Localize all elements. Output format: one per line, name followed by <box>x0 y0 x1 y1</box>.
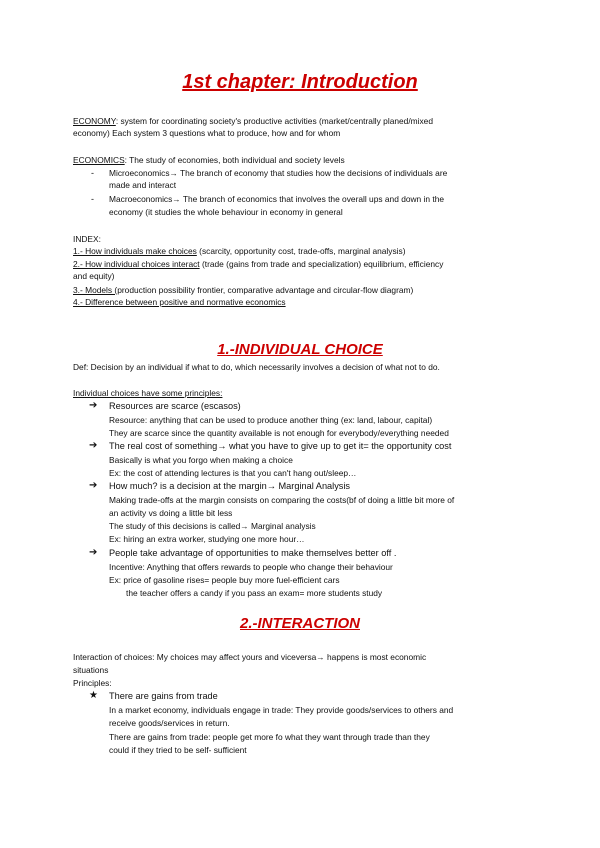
section1-definition: Def: Decision by an individual if what to do, which necessarily involves a decision of what not to do. <box>73 362 440 372</box>
section1-principles-heading: Individual choices have some principles: <box>73 388 223 398</box>
principle-4-c: the teacher offers a candy if you pass an exam= more students study <box>126 588 383 598</box>
index-item-3-text: production possibility frontier, comparative advantage and circular-flow diagram) <box>117 285 414 295</box>
principle-1-b: They are scarce since the quantity available is not enough for everybody/everything needed <box>109 428 449 438</box>
star-bullet-icon: ★ <box>89 690 98 701</box>
section2-principle-1: There are gains from trade <box>109 691 218 701</box>
index-link-1[interactable]: 1.- How individuals make choices <box>73 246 197 256</box>
index-item-2 <box>73 258 443 271</box>
micro-line-2: made and interact <box>109 180 177 190</box>
index-item-1-text: (scarcity, opportunity cost, trade-offs, marginal analysis) <box>196 246 406 256</box>
principle-3-c: The study of this decisions is called→ Marginal analysis <box>109 521 316 531</box>
economics-definition-line <box>73 154 345 167</box>
economics-definition: : The study of economies, both individual and society levels <box>124 155 345 165</box>
index-item-1 <box>73 245 406 258</box>
index-link-3[interactable]: 3.- Models ( <box>73 285 118 295</box>
index-item-2-text: (trade (gains from trade and specialization) equilibrium, efficiency <box>199 259 444 269</box>
economy-definition: : system for coordinating society's productive activities (market/centrally planed/mixed <box>115 116 433 126</box>
index-item-2-cont: and equity) <box>73 271 115 281</box>
principle-3-a: Making trade-offs at the margin consists on comparing the costs(bf of doing a little bit more of <box>109 495 455 505</box>
macro-line-1: Macroeconomics→ The branch of economics that involves the overall ups and down in the <box>109 194 445 204</box>
principle-3: How much? is a decision at the margin→ Marginal Analysis <box>109 481 351 491</box>
principle-1: Resources are scarce (escasos) <box>109 401 241 411</box>
economy-definition-cont: economy) Each system 3 questions what to produce, how and for whom <box>73 128 341 138</box>
index-item-3 <box>73 284 413 297</box>
index-link-4[interactable]: 4.- Difference between positive and normative economics <box>73 297 286 307</box>
index-item-4 <box>73 296 286 309</box>
economy-term: ECONOMY <box>73 116 116 126</box>
principle-4-a: Incentive: Anything that offers rewards to people who change their behaviour <box>109 562 393 572</box>
principle-4-b: Ex: price of gasoline rises= people buy more fuel-efficient cars <box>109 575 340 585</box>
dash-bullet: - <box>91 168 94 178</box>
arrow-bullet-icon: ➔ <box>89 440 98 451</box>
section2-title: 2.-INTERACTION <box>240 615 360 632</box>
section1-title: 1.-INDIVIDUAL CHOICE <box>217 341 383 358</box>
principle-2-a: Basically is what you forgo when making a choice <box>109 455 293 465</box>
arrow-bullet-icon: ➔ <box>89 547 98 558</box>
economy-definition-line <box>73 115 433 128</box>
principle-3-b: an activity vs doing a little bit less <box>109 508 233 518</box>
micro-line-1: Microeconomics→ The branch of economy that studies how the decisions of individuals are <box>109 168 448 178</box>
dash-bullet: - <box>91 194 94 204</box>
section2-principle-1-c: There are gains from trade: people get more fo what they want through trade than they <box>109 732 430 742</box>
section2-principle-1-d: could if they tried to be self- sufficient <box>109 745 247 755</box>
arrow-bullet-icon: ➔ <box>89 480 98 491</box>
economics-term: ECONOMICS <box>73 155 125 165</box>
section2-intro-2: situations <box>73 665 109 675</box>
principle-2: The real cost of something→ what you have to give up to get it= the opportunity cost <box>109 441 452 451</box>
index-link-2[interactable]: 2.- How individual choices interact <box>73 259 200 269</box>
principle-1-a: Resource: anything that can be used to produce another thing (ex: land, labour, capital) <box>109 415 433 425</box>
arrow-bullet-icon: ➔ <box>89 400 98 411</box>
index-heading: INDEX: <box>73 234 101 244</box>
page-title: 1st chapter: Introduction <box>182 71 418 93</box>
macro-line-2: economy (it studies the whole behaviour in economy in general <box>109 207 343 217</box>
section2-principle-1-a: In a market economy, individuals engage in trade: They provide goods/services to others and <box>109 705 454 715</box>
section2-principles: Principles: <box>73 678 112 688</box>
principle-3-d: Ex: hiring an extra worker, studying one more hour… <box>109 534 305 544</box>
section2-intro-1: Interaction of choices: My choices may affect yours and viceversa→ happens is most economic <box>73 652 427 662</box>
section2-principle-1-b: receive goods/services in return. <box>109 718 230 728</box>
principle-4: People take advantage of opportunities to make themselves better off . <box>109 548 397 558</box>
principle-2-b: Ex: the cost of attending lectures is that you can't hang out/sleep… <box>109 468 357 478</box>
